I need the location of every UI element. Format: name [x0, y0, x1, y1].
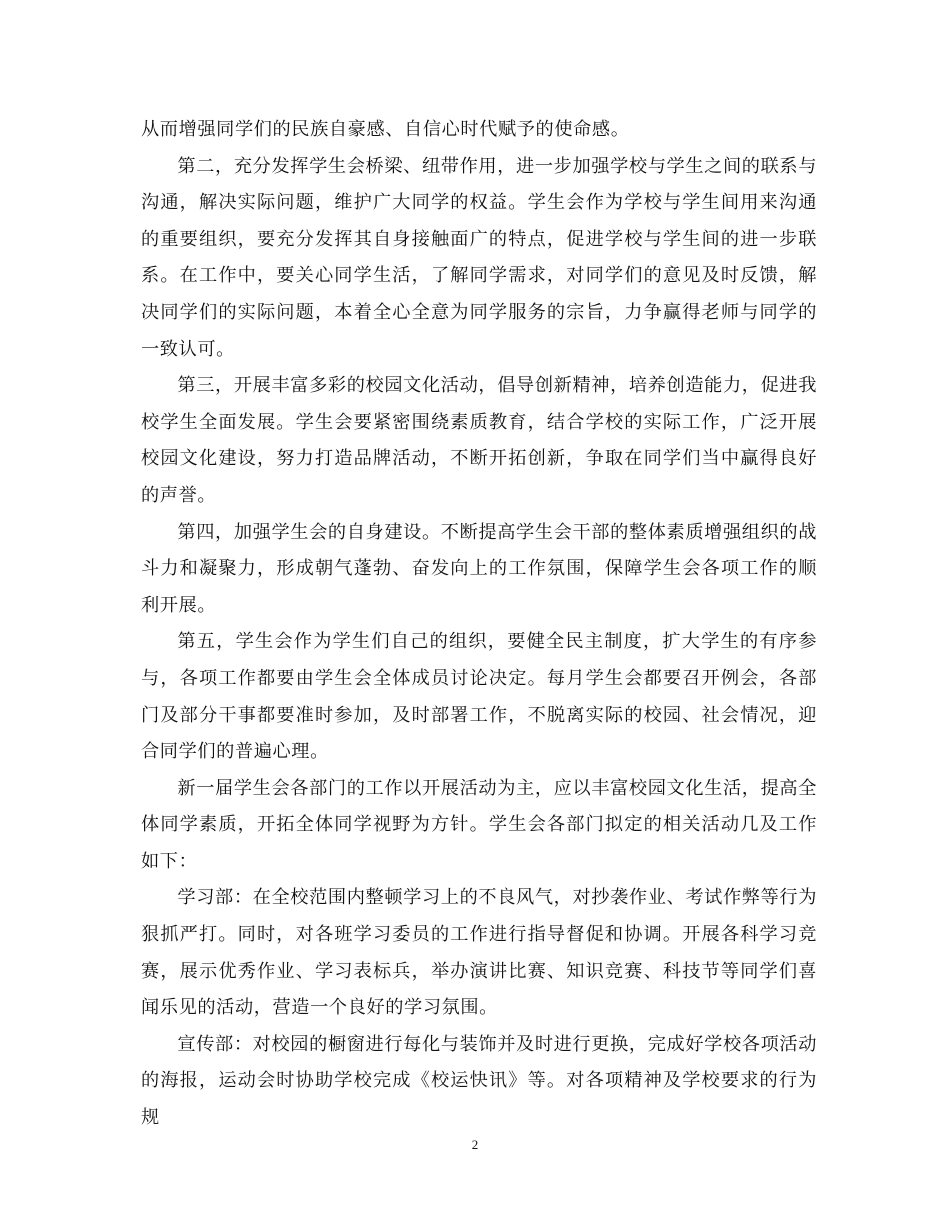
- paragraph-third-point: 第三，开展丰富多彩的校园文化活动，倡导创新精神，培养创造能力，促进我校学生全面发展。学生会要紧密围绕素质教育，结合学校的实际工作，广泛开展校园文化建设，努力打造品牌活动，不断开拓创新，争取在同学们当中赢得良好的声誉。: [141, 375, 817, 506]
- document-body: [141, 112, 817, 1137]
- paragraph-fifth-point: 第五，学生会作为学生们自己的组织，要健全民主制度，扩大学生的有序参与，各项工作都要由学生会全体成员讨论决定。每月学生会都要召开例会，各部门及部分干事都要准时参加，及时部署工作，不脱离实际的校园、社会情况，迎合同学们的普遍心理。: [141, 631, 817, 763]
- paragraph-publicity-department: 宣传部：对校园的橱窗进行每化与装饰并及时进行更换，完成好学校各项活动的海报，运动会时协助学校完成《校运快讯》等。对各项精神及学校要求的行为规: [141, 1033, 817, 1129]
- page-number: 2: [471, 1137, 479, 1152]
- paragraph-departments-intro: 新一届学生会各部门的工作以开展活动为主，应以丰富校园文化生活，提高全体同学素质，开拓全体同学视野为方针。学生会各部门拟定的相关活动几及工作如下：: [141, 777, 817, 872]
- paragraph-second-point: 第二，充分发挥学生会桥梁、纽带作用，进一步加强学校与学生之间的联系与沟通，解决实际问题，维护广大同学的权益。学生会作为学校与学生间用来沟通的重要组织，要充分发挥其自身接触面广的特点，促进学校与学生间的进一步联系。在工作中，要关心同学生活，了解同学需求，对同学们的意见及时反馈，解决同学们的实际问题，本着全心全意为同学服务的宗旨，力争赢得老师与同学的一致认可。: [141, 155, 817, 360]
- paragraph-study-department: 学习部：在全校范围内整顿学习上的不良风气，对抄袭作业、考试作弊等行为狠抓严打。同时，对各班学习委员的工作进行指导督促和协调。开展各科学习竞赛，展示优秀作业、学习表标兵，举办演讲比赛、知识竞赛、科技节等同学们喜闻乐见的活动，营造一个良好的学习氛围。: [141, 887, 817, 1019]
- paragraph-continuation: 从而增强同学们的民族自豪感、自信心时代赋予的使命感。: [141, 119, 630, 140]
- paragraph-fourth-point: 第四，加强学生会的自身建设。不断提高学生会干部的整体素质增强组织的战斗力和凝聚力，形成朝气蓬勃、奋发向上的工作氛围，保障学生会各项工作的顺利开展。: [141, 521, 817, 616]
